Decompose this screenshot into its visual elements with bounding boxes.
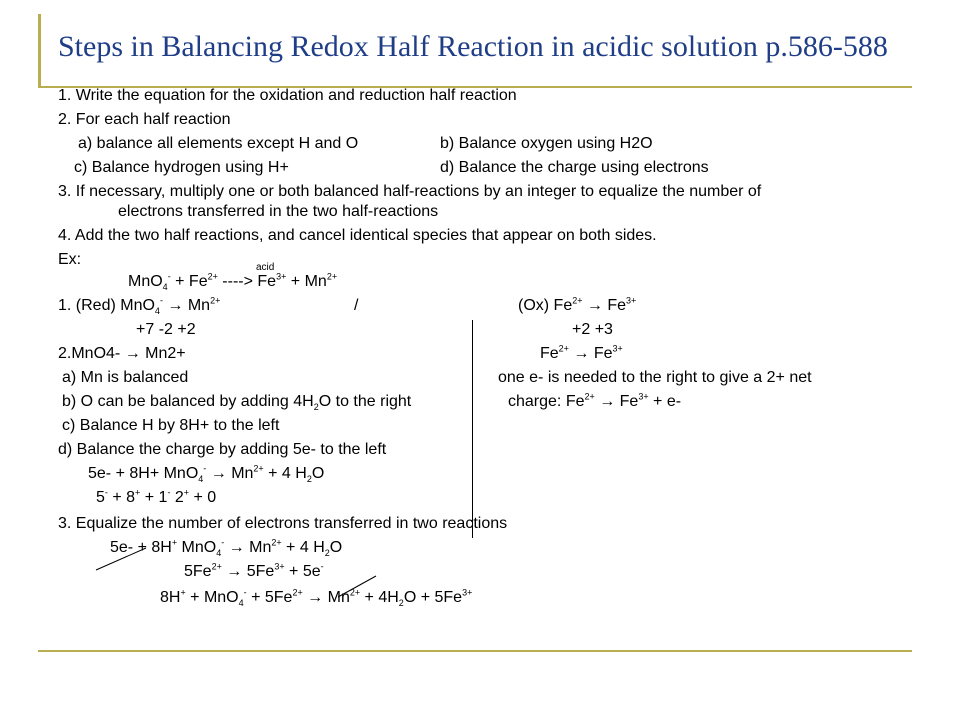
- step-3-line1: 3. If necessary, multiply one or both balanced half-reactions by an integer to equalize the number of: [58, 183, 762, 200]
- ox-numbers-right: +2 +3: [572, 321, 613, 338]
- step-1: 1. Write the equation for the oxidation and reduction half reaction: [58, 87, 517, 104]
- mno4-line: 2.MnO4- → Mn2+: [58, 345, 186, 362]
- reduction-half: 1. (Red) $MnO_4^- \to Mn^{2+}$: [58, 295, 221, 317]
- final-oxidation: $5Fe^{2+} \to 5Fe^{3+} + 5e^-$: [184, 561, 324, 580]
- left-a: a) Mn is balanced: [62, 369, 189, 386]
- left-d: d) Balance the charge by adding 5e- to the left: [58, 441, 387, 458]
- cancel-stroke-left: [96, 548, 146, 570]
- charge-sum: 5- + 8+ + 1- 2+ + 0: [96, 487, 217, 506]
- overall-equation: $MnO_4^- + Fe^{2+}$ ----> $Fe^{3+} + Mn^{2+}$: [128, 271, 338, 293]
- right-b: charge: $Fe^{2+} \to Fe^{3+} + e-$: [508, 391, 682, 410]
- slide-title: Steps in Balancing Redox Half Reaction in acidic solution p.586-588: [58, 30, 888, 63]
- step-2d: d) Balance the charge using electrons: [440, 159, 709, 176]
- step-3-line2: electrons transferred in the two half-reactions: [118, 203, 439, 220]
- fe-line: $Fe^{2+} \to Fe^{3+}$: [540, 343, 623, 362]
- step-2: 2. For each half reaction: [58, 111, 231, 128]
- step-4: 4. Add the two half reactions, and cancel identical species that appear on both sides.: [58, 227, 657, 244]
- left-b: b) O can be balanced by adding $4H_2O$ to the right: [62, 393, 412, 413]
- step-2b: b) Balance oxygen using H2O: [440, 135, 653, 152]
- net-equation: $8H^+ + MnO_4^- + 5Fe^{2+} \to Mn^{2+} + 4H_2O + 5Fe^{3+}$: [160, 587, 473, 609]
- slash: /: [354, 297, 359, 314]
- step-3-equalize: 3. Equalize the number of electrons transferred in two reactions: [58, 515, 508, 532]
- step-2a: a) balance all elements except H and O: [78, 135, 359, 152]
- balanced-reduction: $5e- + 8H+ MnO_4^- \to Mn^{2+} + 4$ $H_2O$: [88, 463, 325, 485]
- right-a: one e- is needed to the right to give a 2+ net: [498, 369, 812, 386]
- ox-numbers-left: +7 -2 +2: [136, 321, 196, 338]
- step-2c: c) Balance hydrogen using H+: [74, 159, 289, 176]
- cancel-stroke-right: [338, 576, 376, 597]
- acid-label: acid: [256, 262, 275, 273]
- final-reduction: 5e- + 8H+ $MnO_4^- \to Mn^{2+} + 4$ $H_2O$: [110, 537, 343, 559]
- left-c: c) Balance H by 8H+ to the left: [62, 417, 280, 434]
- oxidation-half: (Ox) $Fe^{2+} \to Fe^{3+}$: [518, 295, 637, 314]
- example-label: Ex:: [58, 251, 82, 268]
